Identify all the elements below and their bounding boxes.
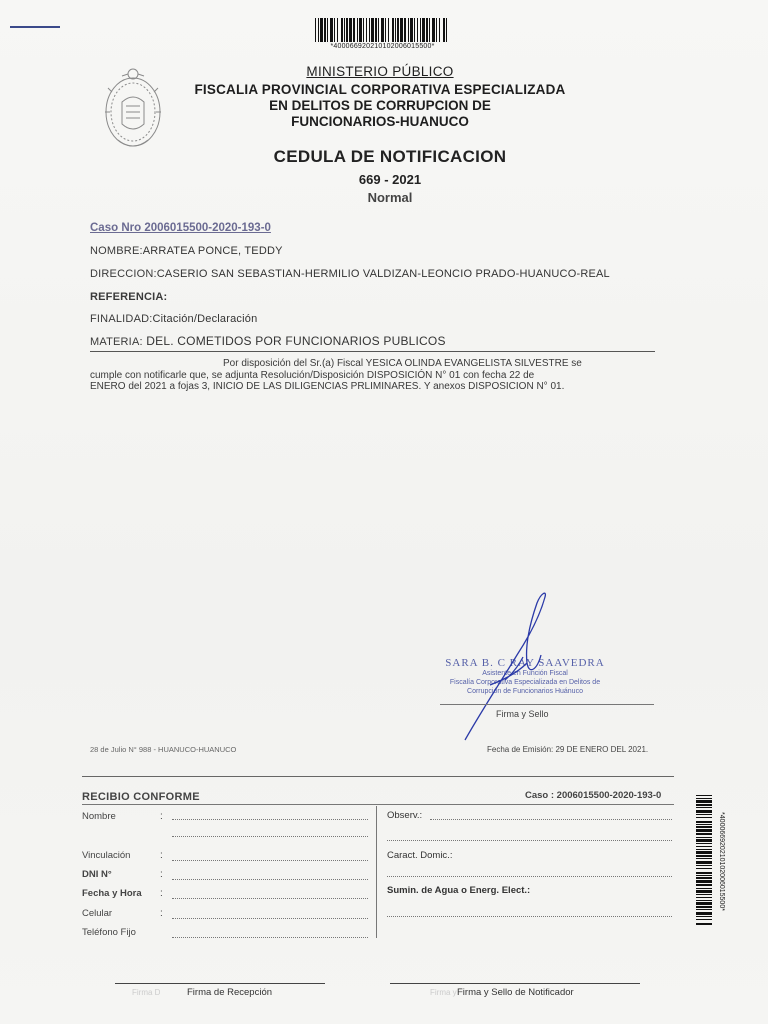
signature-line xyxy=(440,704,654,705)
column-divider xyxy=(376,806,377,938)
office-line-2: EN DELITOS DE CORRUPCION DE xyxy=(269,98,491,113)
office-line-1: FISCALIA PROVINCIAL CORPORATIVA ESPECIALIZADA xyxy=(194,82,566,97)
receipt-title: RECIBIO CONFORME xyxy=(82,791,200,803)
barcode-top-text: *400066920210102006015500* xyxy=(330,43,435,50)
colon: : xyxy=(160,811,163,822)
ghost-text: Firma D xyxy=(132,988,161,997)
signature-caption-recepcion: Firma de Recepción xyxy=(187,987,273,998)
barcode-top xyxy=(315,18,448,42)
document-number: 669 - 2021 xyxy=(358,172,422,187)
ministry-name: MINISTERIO PÚBLICO xyxy=(306,64,454,79)
receipt-field-telefono[interactable] xyxy=(172,926,368,938)
field-value: CASERIO SAN SEBASTIAN-HERMILIO VALDIZAN-LEONCIO PRADO-HUANUCO-REAL xyxy=(156,268,610,280)
body-line: cumple con notificarle que, se adjunta Resolución/Disposición DISPOSICIÓN N° 01 con fecha 22 de xyxy=(90,369,535,381)
receipt-label-telefono: Teléfono Fijo xyxy=(82,927,136,938)
receipt-field-caract-domic[interactable] xyxy=(387,865,672,877)
handwritten-signature xyxy=(445,585,595,745)
ghost-text: Firma y xyxy=(430,988,457,997)
receipt-label-vinculacion: Vinculación xyxy=(82,850,131,861)
field-finalidad xyxy=(90,313,257,325)
signature-caption-notificador: Firma y Sello de Notificador xyxy=(457,987,574,998)
field-referencia xyxy=(90,291,167,303)
issue-date: Fecha de Emisión: 29 DE ENERO DEL 2021. xyxy=(487,745,649,754)
receipt-label-dni: DNI N° xyxy=(82,869,112,880)
colon: : xyxy=(160,908,163,919)
case-number: Caso Nro 2006015500-2020-193-0 xyxy=(90,222,271,234)
receipt-field-nombre[interactable] xyxy=(172,808,368,820)
receipt-label-suministro: Sumin. de Agua o Energ. Elect.: xyxy=(387,885,531,896)
field-materia xyxy=(90,334,446,348)
receipt-label-caract-domic: Caract. Domic.: xyxy=(387,850,453,861)
signature-line-notificador xyxy=(390,983,640,984)
office-line-3: FUNCIONARIOS-HUANUCO xyxy=(291,114,469,129)
ministry-seal-icon xyxy=(100,62,166,160)
notification-body xyxy=(90,358,645,393)
field-label: REFERENCIA: xyxy=(90,291,168,303)
stamp-org: Fiscalía Corporativa Especializada en Delitos de xyxy=(449,679,601,686)
stamp-name: SARA B. C RAY SAAVEDRA xyxy=(445,657,605,669)
field-label: FINALIDAD: xyxy=(90,313,153,325)
receipt-field-observ-2[interactable] xyxy=(387,829,672,841)
receipt-case-number: Caso : 2006015500-2020-193-0 xyxy=(525,790,662,801)
colon: : xyxy=(160,888,163,899)
barcode-side xyxy=(696,795,712,925)
divider xyxy=(82,776,674,777)
field-label: MATERIA: xyxy=(90,336,143,348)
receipt-field-suministro[interactable] xyxy=(387,905,672,917)
body-line: ENERO del 2021 a fojas 3, INICIO DE LAS DILIGENCIAS PRLIMINARES. Y anexos DISPOSICION N° 01. xyxy=(90,381,565,392)
body-line: Por disposición del Sr.(a) Fiscal YESICA OLINDA EVANGELISTA SILVESTRE se xyxy=(223,358,582,369)
receipt-field-nombre-2[interactable] xyxy=(172,825,368,837)
receipt-field-observ[interactable] xyxy=(430,808,672,820)
field-value: DEL. COMETIDOS POR FUNCIONARIOS PUBLICOS xyxy=(146,334,446,348)
stamp-role: Asistente en Función Fiscal xyxy=(482,670,568,677)
document-title: CEDULA DE NOTIFICACION xyxy=(273,147,507,166)
receipt-field-celular[interactable] xyxy=(172,907,368,919)
field-direccion xyxy=(90,268,610,280)
receipt-label-nombre: Nombre xyxy=(82,811,116,822)
receipt-field-fecha-hora[interactable] xyxy=(172,887,368,899)
field-nombre xyxy=(90,245,283,257)
field-label: NOMBRE: xyxy=(90,245,143,257)
field-value: ARRATEA PONCE, TEDDY xyxy=(142,245,283,257)
receipt-label-fecha-hora: Fecha y Hora xyxy=(82,888,142,899)
divider xyxy=(82,804,674,805)
field-label: DIRECCION: xyxy=(90,268,157,280)
signature-line-recepcion xyxy=(115,983,325,984)
office-address: 28 de Julio N° 988 - HUANUCO-HUANUCO xyxy=(90,745,237,754)
receipt-field-vinculacion[interactable] xyxy=(172,849,368,861)
colon: : xyxy=(160,850,163,861)
signature-caption: Firma y Sello xyxy=(496,709,549,719)
colon: : xyxy=(160,869,163,880)
divider xyxy=(90,351,655,352)
field-value: Citación/Declaración xyxy=(152,313,258,325)
barcode-side-text: *400066920210102006015500* xyxy=(717,812,725,911)
receipt-field-dni[interactable] xyxy=(172,868,368,880)
document-type: Normal xyxy=(367,190,413,205)
stamp-org: Corrupción de Funcionarios Huánuco xyxy=(467,688,583,695)
receipt-label-celular: Celular xyxy=(82,908,113,919)
receipt-label-observ: Observ.: xyxy=(387,810,423,821)
corner-mark xyxy=(10,26,60,28)
